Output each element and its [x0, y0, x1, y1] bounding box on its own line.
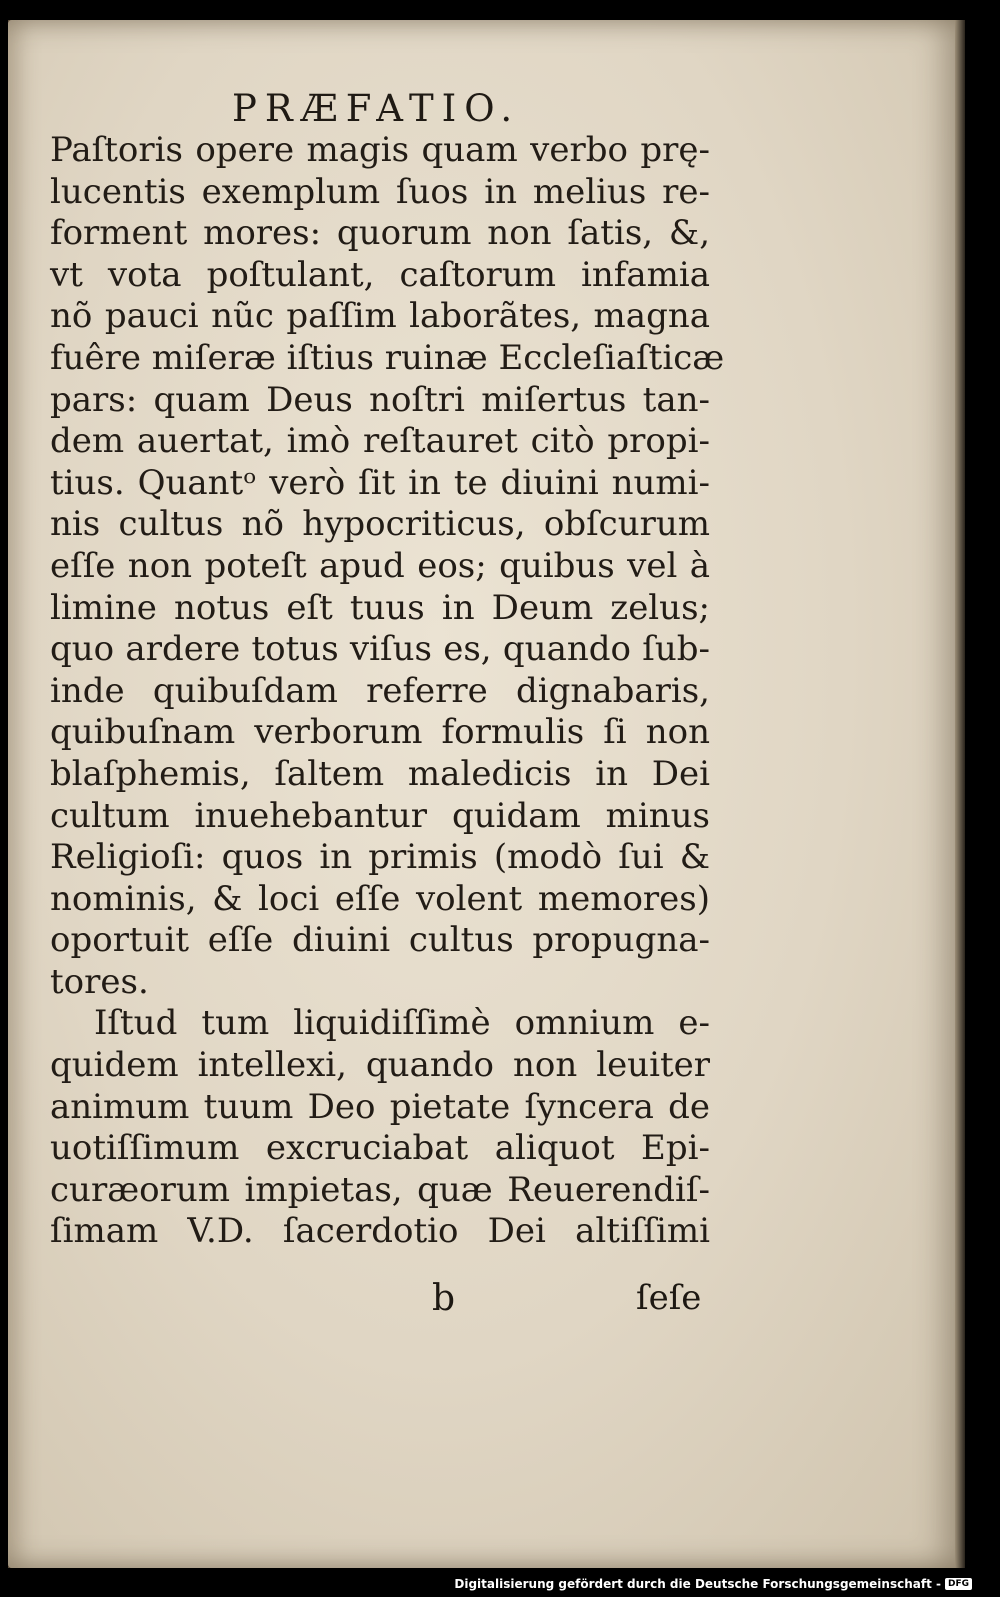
text-line: vt vota poſtulant, caſtorum infamia: [50, 254, 710, 295]
text-line: cultum inuehebantur quidam minus: [50, 795, 710, 836]
text-line: curæorum impietas, quæ Reuerendiſ-: [50, 1169, 710, 1210]
text-line: inde quibuſdam referre dignabaris,: [50, 670, 710, 711]
text-line: quo ardere totus viſus es, quando ſub-: [50, 629, 710, 670]
text-line: fuêre miſeræ iſtius ruinæ Eccleſiaſticæ: [50, 337, 725, 378]
signature-mark: b: [432, 1278, 456, 1319]
text-line: animum tuum Deo pietate ſyncera de: [50, 1086, 710, 1127]
text-line: tius. Quantᵒ verò ſit in te diuini numi-: [50, 462, 710, 503]
text-line: Paſtoris opere magis quam verbo prę-: [50, 130, 710, 170]
body-text: [50, 130, 725, 1253]
dfg-logo: DFG: [945, 1578, 972, 1590]
text-line: forment mores: quorum non ſatis, &,: [50, 213, 710, 254]
text-line: Religioſi: quos in primis (modò ſui &: [50, 837, 710, 878]
text-line: tores.: [50, 961, 149, 1002]
text-line: ſimam V.D. ſacerdotio Dei altiſſimi: [50, 1211, 710, 1252]
text-line: lucentis exemplum ſuos in melius re-: [50, 171, 710, 212]
text-line: uotiſſimum excruciabat aliquot Epi-: [50, 1128, 710, 1169]
credit-text: Digitalisierung gefördert durch die Deutsche Forschungsgemeinschaft -: [454, 1577, 941, 1591]
text-line: dem auertat, imò reſtauret citò propi-: [50, 421, 710, 462]
text-line: nominis, & loci eſſe volent memores): [50, 878, 710, 919]
text-line: blaſphemis, ſaltem maledicis in Dei: [50, 753, 710, 794]
text-line: nis cultus nõ hypocriticus, obſcurum: [50, 504, 710, 545]
text-line: nõ pauci nũc paſſim laborãtes, magna: [50, 296, 710, 337]
page-header: PRÆFATIO.: [232, 87, 521, 130]
text-line: quidem intellexi, quando non leuiter: [50, 1045, 710, 1086]
text-line: eſſe non poteſt apud eos; quibus vel à: [50, 545, 710, 586]
digitization-credit: [454, 1577, 972, 1591]
page-edge: [955, 20, 965, 1568]
text-line: pars: quam Deus noſtri miſertus tan-: [50, 379, 710, 420]
catchword: ſeſe: [636, 1278, 702, 1318]
text-line: limine notus eſt tuus in Deum zelus;: [50, 587, 710, 628]
text-line: oportuit eſſe diuini cultus propugna-: [50, 920, 710, 961]
text-line: Iſtud tum liquidiſſimè omnium e-: [94, 1003, 710, 1044]
text-line: quibuſnam verborum formulis ſi non: [50, 712, 710, 753]
